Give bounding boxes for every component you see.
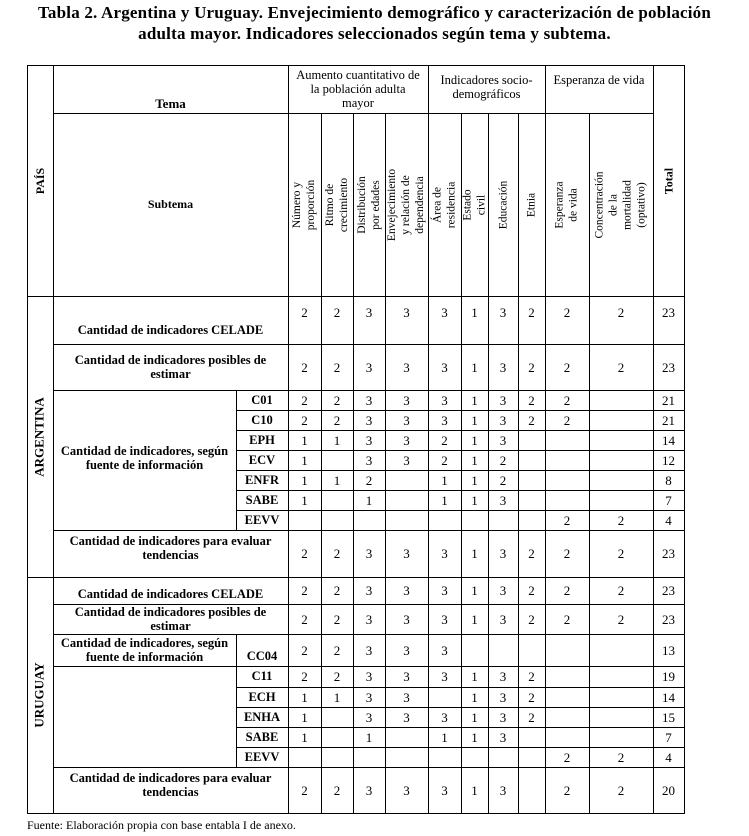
value-cell: 1 [471, 432, 478, 448]
value-cell: 2 [333, 305, 341, 320]
table-footnote: Fuente: Elaboración propia con base entabla I de anexo. [27, 818, 296, 832]
value-cell [589, 666, 653, 687]
value-cell [545, 666, 589, 687]
value-cell: 1 [471, 305, 478, 320]
value-cell: 1 [471, 452, 478, 468]
value-cell: 3 [365, 412, 373, 428]
value-cell: 1 [333, 432, 341, 448]
value-cell [321, 747, 353, 767]
value-cell: 3 [365, 432, 373, 448]
value-cell: 3 [403, 782, 410, 798]
value-cell: 2 [563, 305, 571, 320]
value-cell: 3 [499, 412, 507, 428]
row-label: Cantidad de indicadores CELADE [77, 323, 264, 337]
value-cell [545, 727, 589, 747]
value-cell: 3 [499, 782, 507, 798]
value-cell: 1 [441, 729, 448, 745]
value-cell: 3 [365, 452, 373, 468]
value-cell: 2 [617, 583, 625, 598]
value-cell: 3 [365, 669, 373, 684]
table-bottom-border [27, 813, 685, 814]
value-cell: 3 [499, 689, 507, 705]
value-cell [545, 687, 589, 707]
value-cell: 2 [301, 359, 308, 375]
value-cell: 2 [333, 359, 341, 375]
source-code: ENFR [244, 472, 280, 487]
value-cell: 3 [403, 412, 410, 428]
total-header-text: Total [661, 167, 676, 194]
value-cell: 1 [471, 689, 478, 705]
value-cell: 3 [403, 359, 410, 375]
value-cell: 7 [665, 492, 672, 508]
row-label: Cantidad de indicadores posibles de estimar [74, 605, 267, 633]
value-cell [385, 747, 428, 767]
value-cell: 8 [665, 472, 672, 488]
value-cell: 7 [665, 729, 672, 745]
value-cell: 2 [617, 749, 625, 765]
value-cell: 3 [499, 669, 507, 684]
value-cell: 2 [301, 305, 308, 320]
country-argentina [27, 296, 53, 577]
value-cell: 2 [563, 611, 571, 627]
value-cell: 2 [528, 689, 535, 705]
source-code: CC04 [246, 649, 278, 663]
value-cell: 2 [617, 546, 625, 561]
value-cell [545, 634, 589, 666]
value-cell: 3 [365, 709, 373, 725]
value-cell: 4 [665, 512, 672, 528]
value-cell [518, 510, 545, 530]
value-cell: 2 [333, 583, 341, 598]
value-cell [545, 430, 589, 450]
value-cell: 1 [441, 472, 448, 488]
value-cell: 2 [301, 642, 308, 658]
tema-header: Tema [155, 96, 186, 111]
column-header [589, 113, 653, 296]
value-cell: 3 [403, 709, 410, 725]
column-header-text: Envejecimiento y relación de dependencia [386, 168, 427, 241]
value-cell: 23 [662, 305, 675, 320]
pais-header [27, 65, 53, 296]
value-cell: 1 [471, 492, 478, 508]
value-cell: 2 [563, 359, 571, 375]
value-cell: 2 [617, 359, 625, 375]
value-cell: 2 [301, 583, 308, 598]
column-header [461, 113, 488, 296]
value-cell [461, 634, 488, 666]
source-code: EEVV [244, 749, 280, 764]
value-cell: 3 [441, 305, 448, 320]
value-cell: 3 [403, 452, 410, 468]
column-header-text: Esperanza de vida [554, 180, 580, 229]
source-code: ECH [248, 689, 276, 704]
column-header [353, 113, 385, 296]
column-header [428, 113, 461, 296]
column-header [518, 113, 545, 296]
value-cell: 1 [471, 709, 478, 725]
value-cell: 3 [403, 611, 410, 627]
source-code: C11 [251, 669, 273, 683]
value-cell: 2 [528, 669, 535, 684]
value-cell: 1 [333, 472, 341, 488]
value-cell [461, 510, 488, 530]
value-cell [353, 747, 385, 767]
value-cell: 2 [333, 782, 341, 798]
value-cell: 2 [563, 749, 571, 765]
value-cell: 3 [365, 583, 373, 598]
value-cell: 1 [301, 689, 308, 705]
value-cell: 1 [365, 492, 373, 508]
value-cell: 3 [441, 611, 448, 627]
value-cell [589, 634, 653, 666]
value-cell [589, 390, 653, 410]
value-cell: 2 [301, 412, 308, 428]
value-cell: 3 [403, 432, 410, 448]
value-cell [385, 510, 428, 530]
source-code: SABE [245, 492, 279, 507]
value-cell: 1 [301, 729, 308, 745]
value-cell: 3 [441, 583, 448, 598]
value-cell [589, 727, 653, 747]
value-cell: 3 [499, 492, 507, 508]
value-cell: 2 [301, 782, 308, 798]
value-cell: 2 [499, 472, 507, 488]
value-cell [385, 490, 428, 510]
value-cell: 3 [441, 392, 448, 408]
value-cell: 2 [333, 546, 341, 561]
title-line-2: adulta mayor. Indicadores seleccionados según tema y subtema. [138, 24, 611, 43]
value-cell: 2 [563, 512, 571, 528]
value-cell [589, 470, 653, 490]
value-cell: 1 [471, 472, 478, 488]
value-cell: 23 [662, 359, 675, 375]
value-cell: 3 [499, 359, 507, 375]
value-cell [428, 687, 461, 707]
value-cell: 2 [563, 392, 571, 408]
value-cell: 20 [662, 782, 675, 798]
value-cell: 2 [528, 392, 535, 408]
value-cell: 2 [528, 412, 535, 428]
value-cell: 3 [499, 611, 507, 627]
table-title [0, 2, 749, 44]
value-cell: 2 [528, 709, 535, 725]
value-cell: 3 [403, 583, 410, 598]
value-cell: 1 [365, 729, 373, 745]
value-cell: 3 [403, 546, 410, 561]
value-cell [488, 634, 518, 666]
value-cell: 2 [301, 611, 308, 627]
value-cell: 2 [617, 611, 625, 627]
value-cell [518, 450, 545, 470]
value-cell: 3 [365, 359, 373, 375]
country-argentina-text: ARGENTINA [32, 396, 47, 477]
group-header-aumento: Aumento cuantitativo de la población adulta mayor [296, 68, 420, 110]
value-cell: 2 [365, 472, 373, 488]
value-cell: 4 [665, 749, 672, 765]
value-cell: 19 [662, 669, 675, 684]
value-cell: 2 [301, 546, 308, 561]
source-group-label: Cantidad de indicadores, según fuente de información [60, 636, 229, 664]
value-cell: 3 [365, 546, 373, 561]
value-cell: 1 [471, 392, 478, 408]
value-cell: 23 [662, 611, 675, 627]
value-cell: 1 [301, 492, 308, 508]
value-cell [589, 430, 653, 450]
value-cell: 1 [471, 729, 478, 745]
value-cell: 3 [499, 392, 507, 408]
value-cell: 3 [499, 709, 507, 725]
value-cell: 23 [662, 583, 675, 598]
value-cell: 3 [365, 642, 373, 658]
value-cell: 2 [528, 611, 535, 627]
value-cell [545, 707, 589, 727]
value-cell: 1 [301, 432, 308, 448]
source-code: SABE [245, 729, 279, 744]
column-header [385, 113, 428, 296]
value-cell: 3 [499, 305, 507, 320]
value-cell: 21 [662, 412, 675, 428]
country-uruguay [27, 577, 53, 813]
value-cell [321, 510, 353, 530]
value-cell: 1 [471, 583, 478, 598]
row-label: Cantidad de indicadores posibles de estimar [74, 353, 267, 381]
value-cell: 1 [471, 669, 478, 684]
value-cell: 1 [301, 472, 308, 488]
source-code: C01 [251, 392, 273, 407]
column-header-text: Área de residencia [431, 181, 458, 228]
value-cell: 13 [662, 642, 675, 658]
value-cell [385, 727, 428, 747]
value-cell: 14 [662, 432, 675, 448]
source-code: EEVV [244, 512, 280, 527]
value-cell: 21 [662, 392, 675, 408]
column-header-text: Distribución por edades [356, 175, 382, 234]
value-cell [518, 634, 545, 666]
column-header [488, 113, 518, 296]
value-cell: 2 [528, 305, 535, 320]
value-cell: 2 [301, 392, 308, 408]
value-cell [385, 470, 428, 490]
value-cell: 2 [617, 512, 625, 528]
value-cell [321, 450, 353, 470]
country-uruguay-text: URUGUAY [32, 662, 47, 728]
value-cell [589, 410, 653, 430]
value-cell: 1 [471, 611, 478, 627]
value-cell: 2 [617, 782, 625, 798]
source-code: ENHA [243, 709, 281, 724]
value-cell [488, 747, 518, 767]
value-cell: 3 [441, 642, 448, 658]
value-cell [518, 470, 545, 490]
source-code: C10 [251, 412, 273, 427]
value-cell: 3 [499, 546, 507, 561]
column-header-text: Etnia [525, 192, 538, 217]
column-header-text: Educación [497, 180, 510, 229]
value-cell: 2 [333, 669, 341, 684]
pais-header-text: PAÍS [33, 167, 48, 194]
value-cell [321, 707, 353, 727]
column-header-text: Ritmo de crecimiento [324, 177, 351, 232]
value-cell: 3 [441, 412, 448, 428]
value-cell: 23 [662, 546, 675, 561]
value-cell [288, 510, 321, 530]
value-cell: 1 [471, 359, 478, 375]
value-cell [518, 490, 545, 510]
value-cell: 3 [403, 642, 410, 658]
value-cell: 1 [301, 709, 308, 725]
value-cell [428, 510, 461, 530]
value-cell [589, 707, 653, 727]
value-cell: 2 [563, 782, 571, 798]
value-cell: 3 [365, 305, 373, 320]
source-code: ECV [248, 452, 276, 467]
value-cell [518, 747, 545, 767]
value-cell [518, 430, 545, 450]
value-cell [288, 747, 321, 767]
value-cell: 2 [563, 412, 571, 428]
value-cell: 3 [365, 689, 373, 705]
group-header-sociodemograficos: Indicadores socio-demográficos [440, 73, 533, 101]
value-cell: 2 [333, 611, 341, 627]
value-cell: 2 [528, 583, 535, 598]
value-cell: 1 [301, 452, 308, 468]
value-cell [428, 747, 461, 767]
column-header-text: Concentración de la mortalidad (optativo) [594, 170, 648, 239]
value-cell: 3 [365, 782, 373, 798]
row-label: Cantidad de indicadores para evaluar tendencias [69, 771, 272, 799]
value-cell [461, 747, 488, 767]
value-cell: 3 [441, 782, 448, 798]
value-cell: 1 [441, 492, 448, 508]
value-cell: 2 [301, 669, 308, 684]
value-cell [545, 450, 589, 470]
value-cell: 2 [563, 583, 571, 598]
value-cell: 3 [365, 611, 373, 627]
value-cell: 1 [471, 412, 478, 428]
source-code: EPH [249, 432, 275, 447]
value-cell [488, 510, 518, 530]
value-cell: 2 [441, 432, 448, 448]
column-header-text: Número y proporción [291, 179, 318, 230]
value-cell [321, 490, 353, 510]
value-cell [518, 767, 545, 813]
value-cell: 2 [441, 452, 448, 468]
value-cell [589, 450, 653, 470]
value-cell [353, 510, 385, 530]
value-cell: 2 [528, 546, 535, 561]
title-line-1: Tabla 2. Argentina y Uruguay. Envejecimiento demográfico y caracterización de población [37, 3, 712, 22]
value-cell: 2 [333, 412, 341, 428]
value-cell: 12 [662, 452, 675, 468]
value-cell: 1 [333, 689, 341, 705]
value-cell: 3 [403, 669, 410, 684]
value-cell: 1 [471, 546, 478, 561]
column-header [545, 113, 589, 296]
total-header [653, 65, 684, 296]
value-cell: 3 [403, 305, 410, 320]
value-cell: 3 [441, 359, 448, 375]
row-label: Cantidad de indicadores CELADE [77, 587, 264, 601]
value-cell: 3 [499, 729, 507, 745]
value-cell [518, 727, 545, 747]
value-cell: 3 [441, 709, 448, 725]
subtema-header: Subtema [147, 197, 194, 211]
source-group-label: Cantidad de indicadores, según fuente de información [60, 444, 229, 472]
value-cell: 14 [662, 689, 675, 705]
value-cell: 2 [333, 392, 341, 408]
value-cell: 3 [499, 432, 507, 448]
value-cell: 2 [563, 546, 571, 561]
value-cell [545, 470, 589, 490]
value-cell: 3 [403, 689, 410, 705]
value-cell: 2 [499, 452, 507, 468]
column-header [288, 113, 321, 296]
value-cell: 1 [471, 782, 478, 798]
column-header [321, 113, 353, 296]
value-cell: 2 [333, 642, 341, 658]
value-cell: 3 [365, 392, 373, 408]
value-cell: 3 [499, 583, 507, 598]
value-cell [321, 727, 353, 747]
table-right-border [684, 65, 685, 814]
group-header-esperanza: Esperanza de vida [553, 73, 645, 87]
value-cell: 3 [441, 546, 448, 561]
row-label: Cantidad de indicadores para evaluar tendencias [69, 534, 272, 562]
value-cell: 2 [528, 359, 535, 375]
value-cell: 3 [403, 392, 410, 408]
value-cell: 2 [617, 305, 625, 320]
value-cell [589, 490, 653, 510]
value-cell [589, 687, 653, 707]
value-cell: 3 [441, 669, 448, 684]
column-header-text: Estado civil [461, 188, 488, 221]
value-cell [545, 490, 589, 510]
value-cell: 15 [662, 709, 675, 725]
